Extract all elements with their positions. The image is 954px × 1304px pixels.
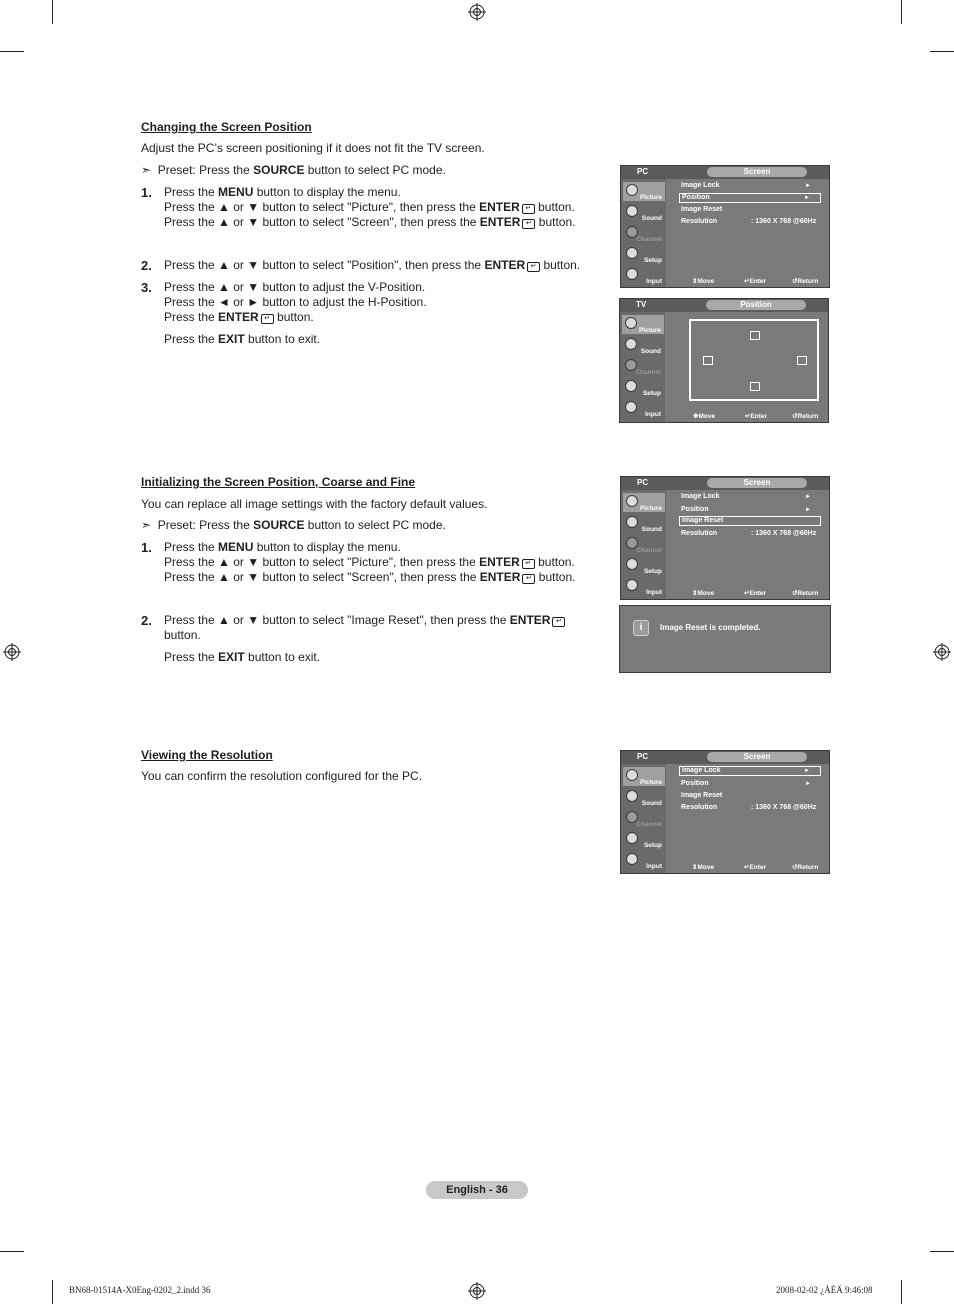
enter-icon: ↵ [522,219,535,229]
preset-note: ➣ Preset: Press the SOURCE button to select PC mode. [141,163,446,177]
input-icon [626,853,638,865]
preset-note: ➣ Preset: Press the SOURCE button to select PC mode. [141,518,446,532]
exit-line: Press the EXIT button to exit. [164,650,321,664]
section-heading: Changing the Screen Position [141,120,312,134]
position-up-icon[interactable] [750,331,760,340]
crop-mark [901,0,902,24]
registration-mark-icon [933,643,951,661]
step-number: 1. [141,540,152,555]
osd-sidebar [621,490,666,599]
menu-item-resolution: Resolution : 1360 X 768 @60Hz [681,218,817,225]
osd-position-menu [619,298,829,423]
sidebar-item-sound[interactable]: Sound [623,203,665,222]
menu-item-image-reset[interactable]: Image Reset [679,516,821,526]
position-down-icon[interactable] [750,382,760,391]
osd-header: PC Screen [621,166,829,179]
crop-mark [0,51,24,52]
osd-screen-menu [620,750,830,874]
sidebar-item-sound[interactable]: Sound [622,336,664,355]
step-number: 3. [141,280,152,295]
picture-icon [626,495,638,507]
sound-icon [626,516,638,528]
osd-screen-menu [620,476,830,600]
section-intro: You can confirm the resolution configured for the PC. [141,769,423,783]
osd-screen-menu [620,165,830,288]
preset-arrow-icon: ➣ [141,163,152,177]
sidebar-item-setup[interactable]: Setup [622,378,664,397]
print-slug-right: 2008-02-02 ¿ÀÈÄ 9:46:08 [776,1285,873,1295]
input-icon [626,268,638,280]
sidebar-item-setup[interactable]: Setup [623,556,665,575]
menu-item-resolution: Resolution : 1360 X 768 @60Hz [681,804,817,811]
sound-icon [626,790,638,802]
position-frame [689,319,819,401]
step-line: Press the ▲ or ▼ button to select "Screen", then press the ENTER ↵ button. [164,215,576,229]
enter-icon: ↵ [552,617,565,627]
print-slug-left: BN68-01514A-X0Eng-0202_2.indd 36 [69,1285,211,1295]
osd-footer: ✥ Move ↵ Enter ↺ Return [693,413,819,420]
sidebar-item-channel[interactable]: Channel [622,357,664,376]
section-intro: Adjust the PC’s screen positioning if it does not fit the TV screen. [141,141,485,155]
step-line: Press the ▲ or ▼ button to select "Image Reset", then press the ENTER ↵ [164,613,565,628]
section-heading: Viewing the Resolution [141,748,273,762]
osd-header: PC Screen [621,751,829,764]
page-number: English - 36 [426,1181,528,1199]
arrow-right-icon: ► [804,768,810,774]
sidebar-item-channel[interactable]: Channel [623,535,665,554]
step-number: 2. [141,258,152,273]
sound-icon [625,338,637,350]
registration-mark-icon [3,643,21,661]
preset-arrow-icon: ➣ [141,518,152,532]
gear-icon [625,380,637,392]
crop-mark [901,1280,902,1304]
menu-item-image-reset[interactable]: Image Reset [681,206,723,213]
step-line: Press the MENU button to display the menu. [164,540,401,554]
step-line: Press the ◄ or ► button to adjust the H-Position. [164,295,427,309]
registration-mark-icon [468,1282,486,1300]
step-number: 2. [141,613,152,628]
sidebar-item-picture[interactable]: Picture [622,315,664,334]
osd-sidebar [621,764,666,873]
menu-item-position[interactable]: Position ► [679,193,821,203]
osd-header: PC Screen [621,477,829,490]
menu-item-resolution: Resolution : 1360 X 768 @60Hz [681,530,817,537]
picture-icon [626,184,638,196]
step-line: Press the ▲ or ▼ button to select "Position", then press the ENTER ↵ button. [164,258,581,272]
crop-mark [930,51,954,52]
osd-header: TV Position [620,299,828,312]
gear-icon [626,247,638,259]
enter-icon: ↵ [527,262,540,272]
picture-icon [625,317,637,329]
step-line: Press the ENTER ↵ button. [164,310,314,324]
sidebar-item-input[interactable]: Input [623,851,665,870]
gear-icon [626,558,638,570]
osd-sidebar [621,179,666,287]
input-icon [626,579,638,591]
sidebar-item-picture[interactable]: Picture [623,767,665,786]
section-intro: You can replace all image settings with the factory default values. [141,497,488,511]
position-left-icon[interactable] [703,356,713,365]
sidebar-item-picture[interactable]: Picture [623,493,665,512]
osd-footer: ⇕ Move ↵ Enter ↺ Return [692,278,819,285]
input-icon [625,401,637,413]
enter-icon: ↵ [522,204,535,214]
step-line: button. [164,628,201,642]
arrow-right-icon: ► [805,494,811,500]
arrow-right-icon: ► [804,195,810,201]
menu-item-position[interactable]: Position ► [681,780,811,787]
sidebar-item-input[interactable]: Input [622,399,664,418]
sound-icon [626,205,638,217]
menu-item-image-lock[interactable]: Image Lock ► [681,493,811,500]
gear-icon [626,832,638,844]
registration-mark-icon [468,3,486,21]
step-number: 1. [141,185,152,200]
osd-sidebar [620,312,665,422]
sidebar-item-input[interactable]: Input [623,266,665,285]
info-icon: i [633,620,649,636]
menu-item-position[interactable]: Position ► [681,506,811,513]
sidebar-item-sound[interactable]: Sound [623,514,665,533]
exit-line: Press the EXIT button to exit. [164,332,321,346]
step-line: Press the ▲ or ▼ button to adjust the V-Position. [164,280,426,294]
crop-mark [930,1251,954,1252]
osd-footer: ⇕ Move ↵ Enter ↺ Return [692,590,819,597]
sidebar-item-channel[interactable]: Channel [623,809,665,828]
arrow-right-icon: ► [805,507,811,513]
sidebar-item-picture[interactable]: Picture [623,182,665,201]
popup-message: Image Reset is completed. [660,623,761,632]
sidebar-item-setup[interactable]: Setup [623,830,665,849]
crop-mark [52,1280,53,1304]
sidebar-item-setup[interactable]: Setup [623,245,665,264]
step-line: Press the ▲ or ▼ button to select "Picture", then press the ENTER ↵ button. [164,200,575,214]
crop-mark [52,0,53,24]
enter-icon: ↵ [522,574,535,584]
sidebar-item-channel[interactable]: Channel [623,224,665,243]
osd-footer: ⇕ Move ↵ Enter ↺ Return [692,864,819,871]
sidebar-item-input[interactable]: Input [623,577,665,596]
arrow-right-icon: ► [805,183,811,189]
step-line: Press the ▲ or ▼ button to select "Picture", then press the ENTER ↵ button. [164,555,575,569]
crop-mark [0,1251,24,1252]
step-line: Press the ▲ or ▼ button to select "Screen", then press the ENTER ↵ button. [164,570,576,584]
section-heading: Initializing the Screen Position, Coarse and Fine [141,475,416,489]
menu-item-image-lock[interactable]: Image Lock ► [681,182,811,189]
sidebar-item-sound[interactable]: Sound [623,788,665,807]
menu-item-image-reset[interactable]: Image Reset [681,792,723,799]
picture-icon [626,769,638,781]
enter-icon: ↵ [261,314,274,324]
enter-icon: ↵ [522,559,535,569]
menu-item-image-lock[interactable]: Image Lock ► [679,766,821,776]
position-right-icon[interactable] [797,356,807,365]
step-line: Press the MENU button to display the menu. [164,185,401,199]
reset-complete-popup [619,605,831,673]
arrow-right-icon: ► [805,781,811,787]
